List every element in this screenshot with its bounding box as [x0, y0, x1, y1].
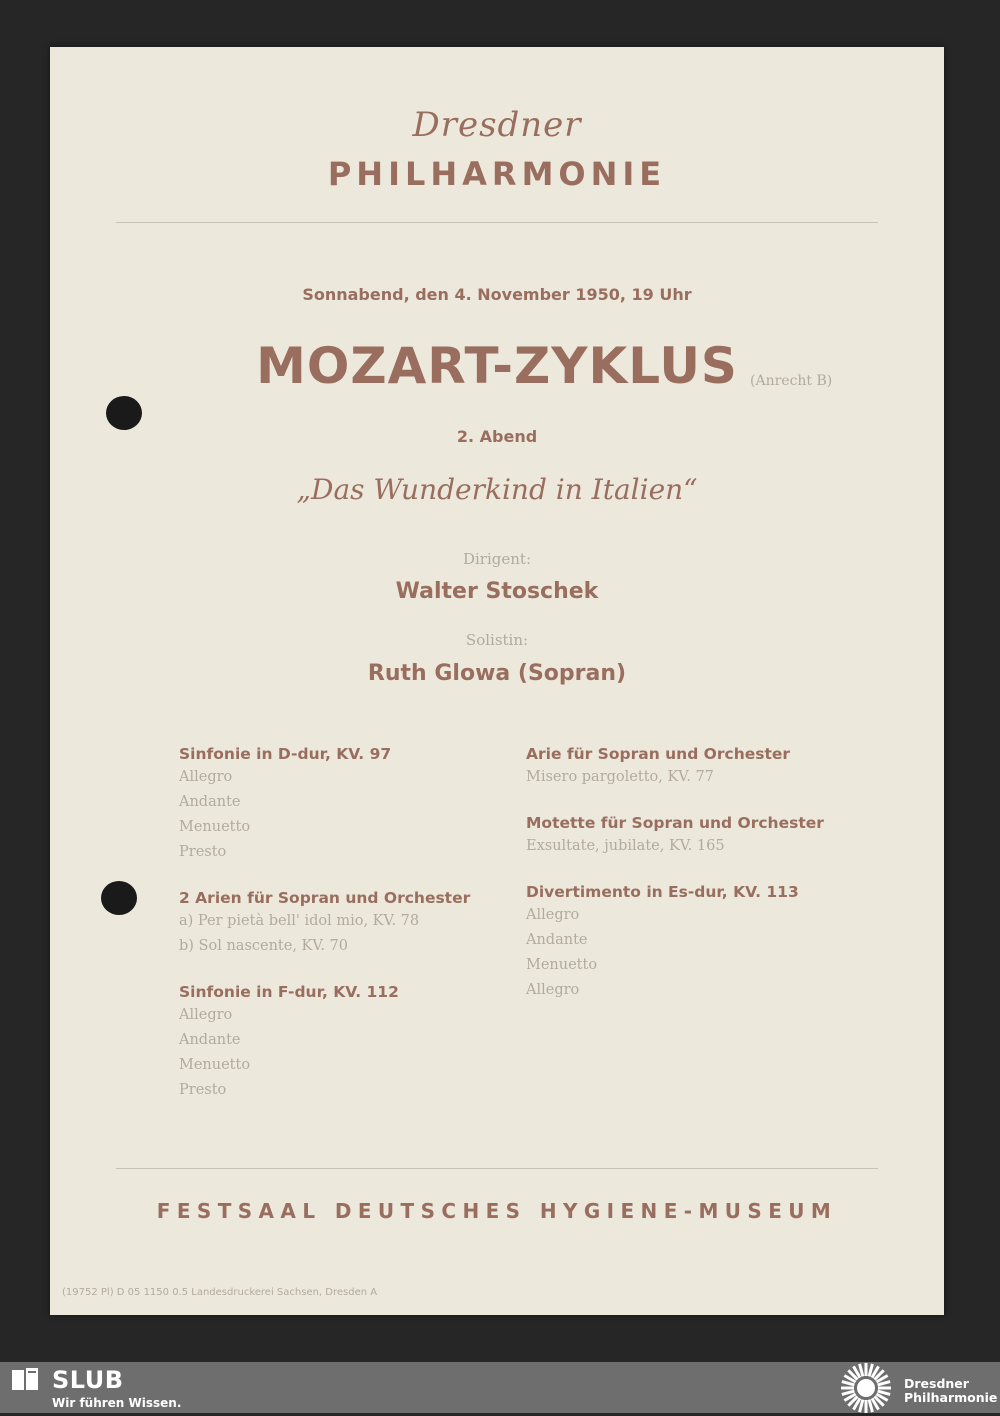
work-movement: Presto: [179, 1082, 227, 1098]
program-work: [526, 881, 886, 1003]
work-movement: Presto: [179, 844, 227, 860]
philharmonie-sunburst-icon: [838, 1360, 894, 1416]
soloist-name: Ruth Glowa (Sopran): [367, 661, 627, 686]
subscription-note: (Anrecht B): [750, 373, 833, 389]
work-title: Divertimento in Es-dur, KV. 113: [526, 883, 799, 901]
slub-name: SLUB: [52, 1366, 124, 1394]
work-movement: Andante: [179, 1032, 241, 1048]
program-column-right: [526, 743, 886, 1025]
work-title: Sinfonie in D-dur, KV. 97: [179, 745, 392, 763]
concert-date: Sonnabend, den 4. November 1950, 19 Uhr: [302, 285, 692, 304]
work-title: Arie für Sopran und Orchester: [526, 745, 791, 763]
work-movement: Allegro: [526, 982, 580, 998]
footer-bar: [0, 1362, 1000, 1413]
program-work: [179, 887, 519, 959]
work-movement: Allegro: [179, 769, 233, 785]
program-sheet: [50, 47, 944, 1315]
program-work: [526, 812, 886, 859]
venue: FESTSAAL DEUTSCHES HYGIENE-MUSEUM: [156, 1199, 838, 1223]
program-work: [526, 743, 886, 790]
work-movement: a) Per pietà bell' idol mio, KV. 78: [179, 913, 420, 929]
brand-main-title: PHILHARMONIE: [327, 155, 667, 193]
slub-claim: Wir führen Wissen.: [52, 1396, 182, 1410]
partner-name-line1: Dresdner: [904, 1376, 969, 1391]
work-movement: Andante: [526, 932, 588, 948]
concert-motto: „Das Wunderkind in Italien“: [296, 473, 698, 506]
slub-book-icon: [12, 1368, 40, 1392]
work-movement: Menuetto: [179, 1057, 251, 1073]
partner-name: [904, 1377, 997, 1405]
punch-hole-bottom: [101, 881, 137, 915]
soloist-label: Solistin:: [465, 631, 529, 649]
partner-name-line2: Philharmonie: [904, 1390, 998, 1405]
program-work: [179, 981, 519, 1103]
printer-imprint: (19752 Pl) D 05 1150 0.5 Landesdruckerei Sachsen, Dresden A: [62, 1287, 378, 1298]
program-work: [179, 743, 519, 865]
work-movement: Andante: [179, 794, 241, 810]
series-title: MOZART-ZYKLUS: [256, 337, 738, 395]
program-column-left: [179, 743, 519, 1125]
work-movement: b) Sol nascente, KV. 70: [179, 938, 348, 954]
work-movement: Allegro: [179, 1007, 233, 1023]
work-movement: Exsultate, jubilate, KV. 165: [526, 838, 725, 854]
conductor-label: Dirigent:: [462, 550, 531, 568]
work-movement: Menuetto: [179, 819, 251, 835]
bottom-divider: [116, 1168, 878, 1169]
punch-hole-top: [106, 396, 142, 430]
brand-script-title: Dresdner: [412, 105, 582, 145]
work-movement: Allegro: [526, 907, 580, 923]
work-title: Sinfonie in F-dur, KV. 112: [179, 983, 399, 1001]
top-divider: [116, 222, 878, 223]
conductor-name: Walter Stoschek: [395, 579, 599, 604]
work-movement: Menuetto: [526, 957, 598, 973]
work-title: 2 Arien für Sopran und Orchester: [179, 889, 471, 907]
evening-number: 2. Abend: [456, 427, 538, 446]
work-title: Motette für Sopran und Orchester: [526, 814, 824, 832]
work-movement: Misero pargoletto, KV. 77: [526, 769, 714, 785]
